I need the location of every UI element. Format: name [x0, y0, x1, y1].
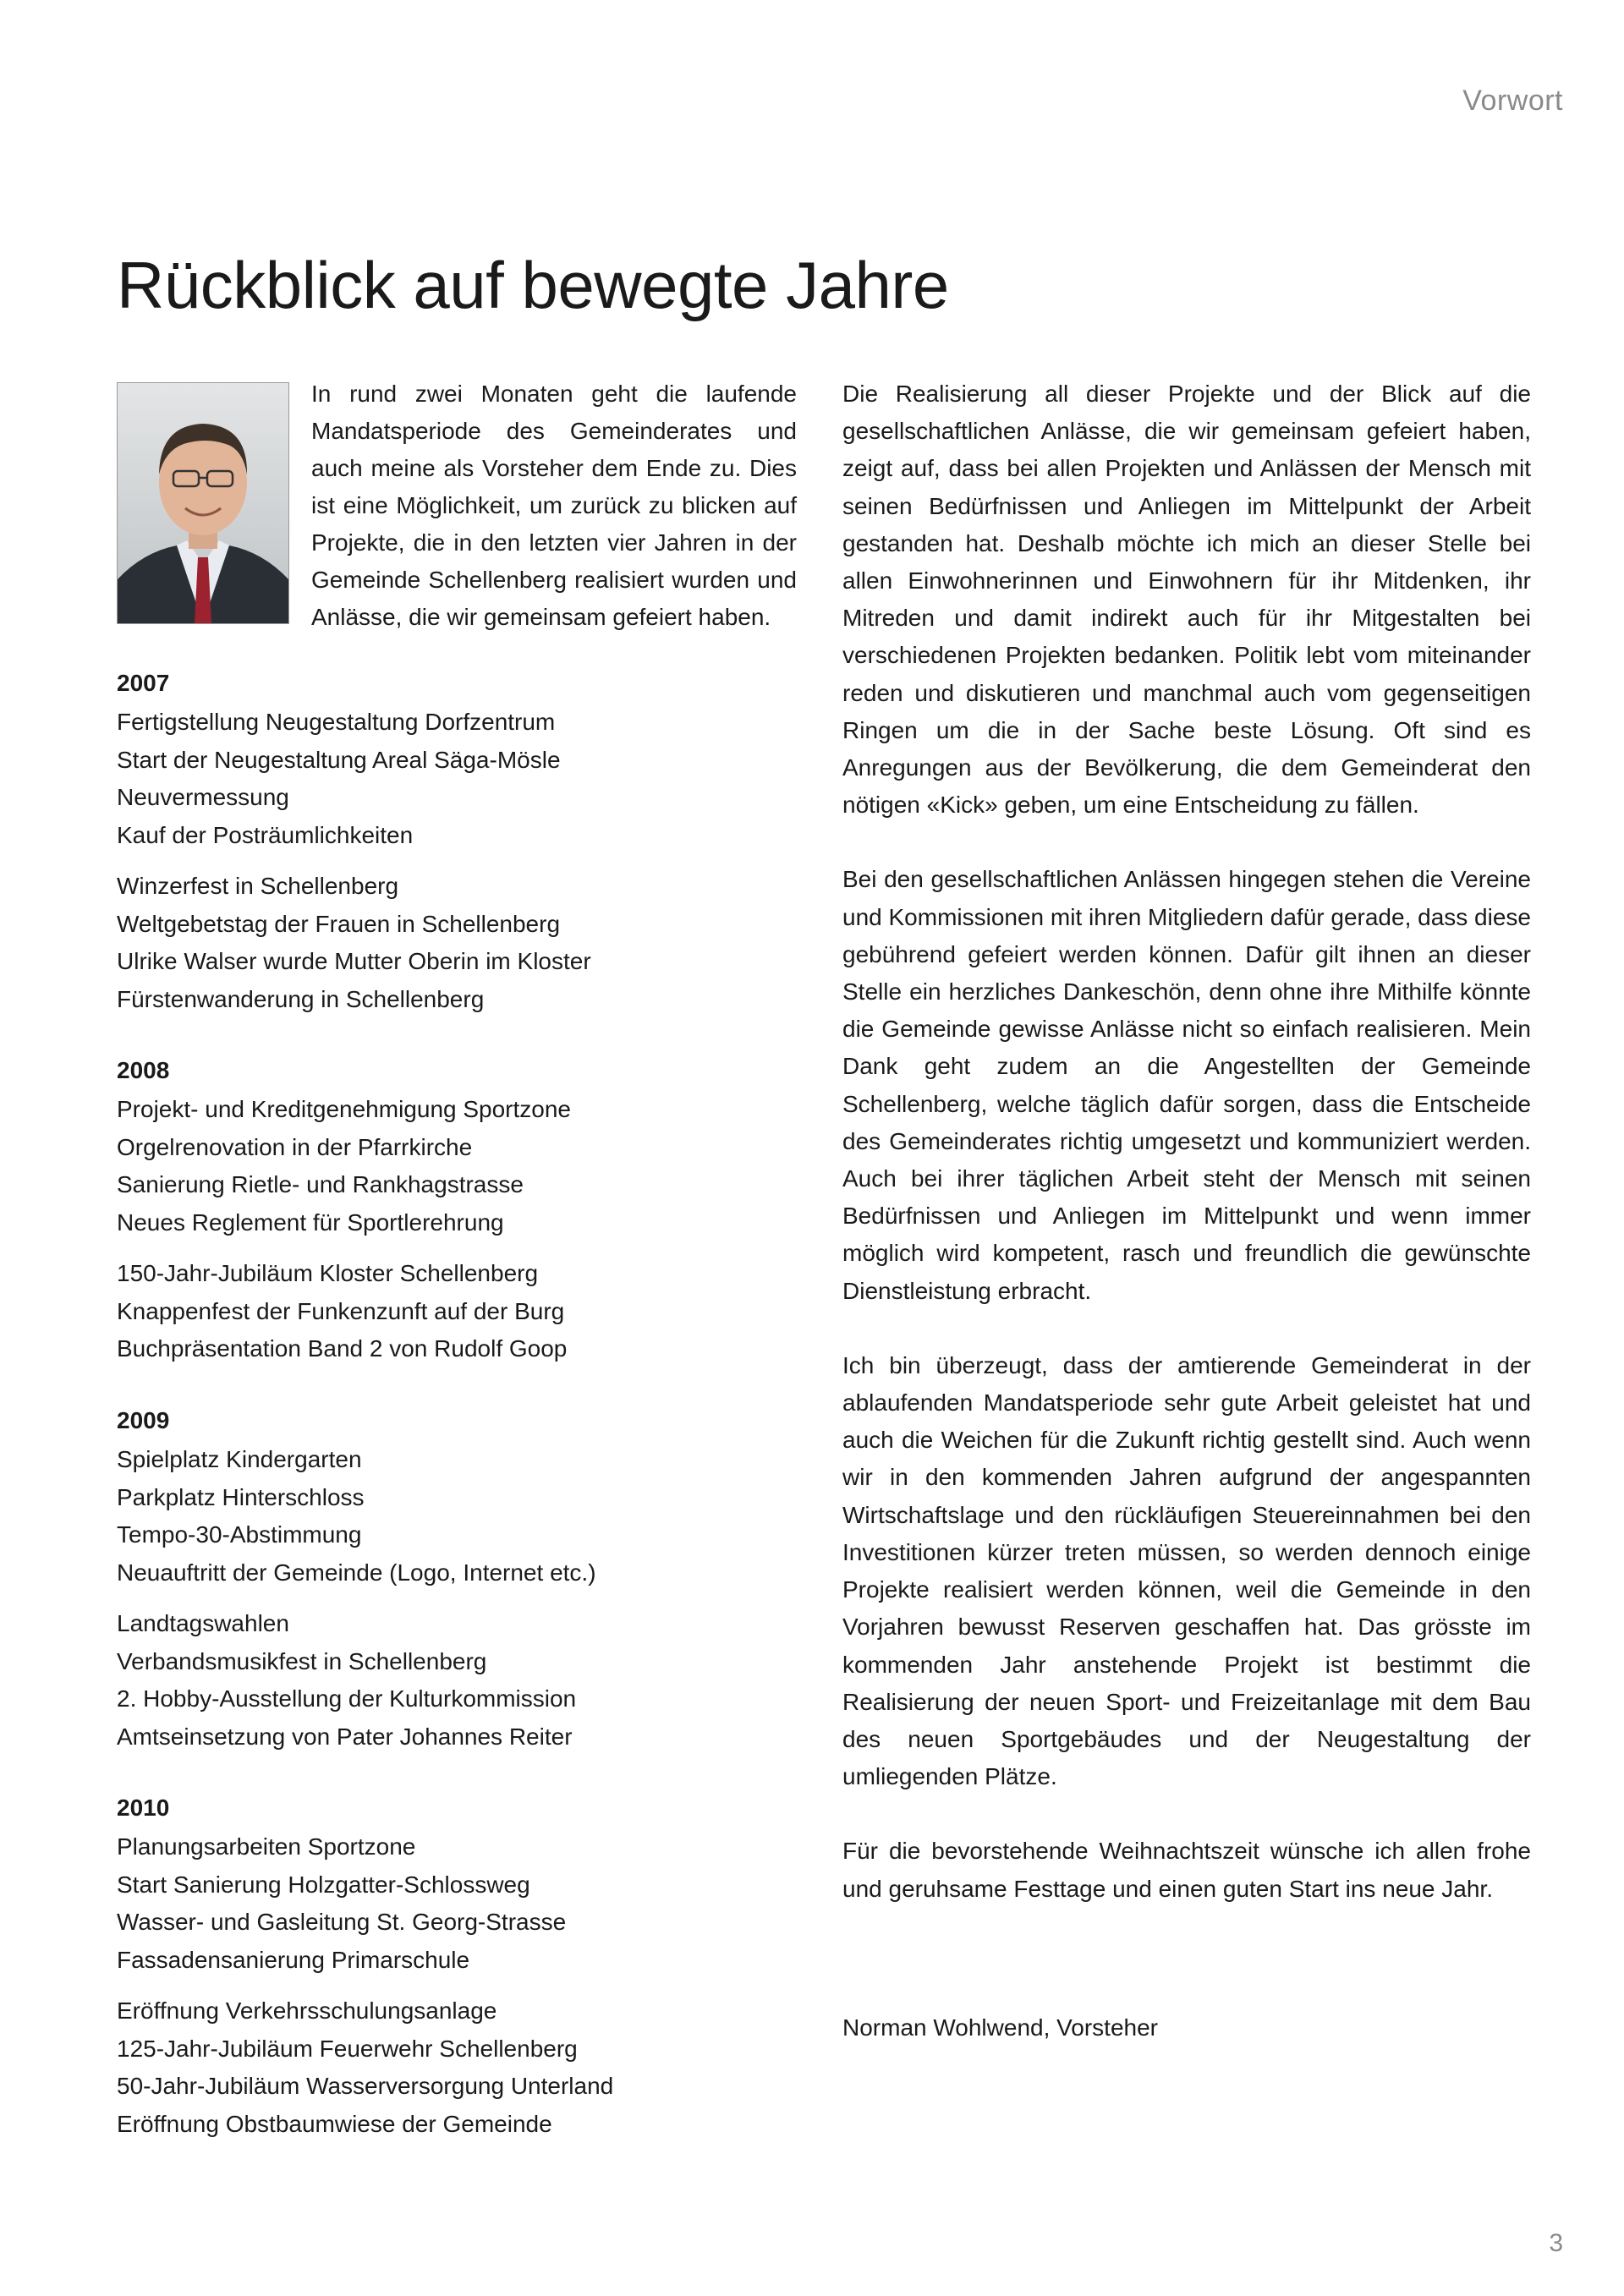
section-label: Vorwort	[1462, 85, 1563, 117]
year-heading-2008: 2008	[117, 1057, 170, 1083]
list-item: 2. Hobby-Ausstellung der Kulturkommission	[117, 1685, 577, 1712]
list-item: Fassadensanierung Primarschule	[117, 1946, 470, 1973]
year-heading-2007: 2007	[117, 670, 170, 696]
list-item: Start der Neugestaltung Areal Säga-Mösle	[117, 746, 561, 773]
list-item: Ulrike Walser wurde Mutter Oberin im Kloster	[117, 948, 591, 974]
list-item: Wasser- und Gasleitung St. Georg-Strasse	[117, 1909, 567, 1935]
list-item: 125-Jahr-Jubiläum Feuerwehr Schellenberg	[117, 2035, 578, 2062]
list-item: 50-Jahr-Jubiläum Wasserversorgung Unterland	[117, 2073, 614, 2099]
list-item: Neues Reglement für Sportlerehrung	[117, 1208, 504, 1236]
events-2008	[117, 1255, 567, 1368]
portrait-photo	[117, 382, 289, 624]
list-item: Kauf der Posträumlichkeiten	[117, 821, 414, 848]
list-item: Tempo-30-Abstimmung	[117, 1521, 362, 1548]
list-item: Eröffnung Obstbaumwiese der Gemeinde	[117, 2110, 552, 2137]
projects-2009	[117, 1441, 596, 1592]
list-item: Planungsarbeiten Sportzone	[117, 1833, 416, 1860]
list-item: Spielplatz Kindergarten	[117, 1446, 362, 1472]
list-item: Fürstenwanderung in Schellenberg	[117, 985, 485, 1012]
projects-2010	[117, 1828, 566, 1979]
body-paragraph: Die Realisierung all dieser Projekte und der Blick auf die gesellschaftlichen Anlässe, die wir gemeinsam gefeiert haben, zeigt auf, dass bei allen Projekten und Anlässen der Mensch mit seinen Bedürfnissen und Anliegen im Mittelpunkt der Arbeit gestanden hat. Deshalb möchte ich mich an dieser Stelle bei allen Einwohnerinnen und Einwohnern für ihr Mitdenken, ihr Mitreden und damit indirekt auch für ihr Mitgestalten bei verschiedenen Projekten bedanken. Politik lebt vom miteinander reden und diskutieren und manchmal auch vom gegenseitigen Ringen um die in der Sache beste Lösung. Oft sind es Anregungen aus der Bevölkerung, die dem Gemeinderat den nötigen «Kick» geben, um eine Entscheidung zu fällen.	[842, 381, 1531, 819]
projects-2008	[117, 1091, 571, 1241]
body-paragraph: Bei den gesellschaftlichen Anlässen hingegen stehen die Vereine und Kommissionen mit ihren Mitgliedern dafür gerade, dass diese gebührend gefeiert werden können. Dafür gilt ihnen an dieser Stelle ein herzliches Dankeschön, denn ohne ihre Mithilfe könnte die Gemeinde gewisse Anlässe nicht so einfach realisieren. Mein Dank geht zudem an die Angestellten der Gemeinde Schellenberg, welche täglich dafür sorgen, dass die Entscheide des Gemeinderates richtig umgesetzt und kommuniziert werden. Auch bei ihrer täglichen Arbeit steht der Mensch mit seinen Bedürfnissen und Anliegen im Mittelpunkt und wenn immer möglich wird kompetent, rasch und freundlich die gewünschte Dienstleistung erbracht.	[842, 866, 1531, 1304]
list-item: Sanierung Rietle- und Rankhagstrasse	[117, 1171, 524, 1197]
list-item: Fertigstellung Neugestaltung Dorfzentrum	[117, 709, 556, 735]
list-item: Amtseinsetzung von Pater Johannes Reiter	[117, 1723, 573, 1750]
list-item: Neuvermessung	[117, 784, 289, 810]
events-2009	[117, 1605, 576, 1756]
page-title: Rückblick auf bewegte Jahre	[117, 248, 949, 322]
list-item: Projekt- und Kreditgenehmigung Sportzone	[117, 1096, 572, 1122]
signature: Norman Wohlwend, Vorsteher	[842, 2014, 1158, 2041]
page-number: 3	[1549, 2229, 1563, 2257]
body-paragraph: Ich bin überzeugt, dass der amtierende Gemeinderat in der ablaufenden Mandatsperiode sehr gute Arbeit geleistet hat und auch die Weichen für die Zukunft richtig gestellt sind. Auch wenn wir in den kommenden Jahren aufgrund der angespannten Wirtschaftslage und den rückläufigen Steuereinnahmen bei den Investitionen kürzer treten müssen, so werden dennoch einige Projekte realisiert werden können, weil die Gemeinde in den Vorjahren bewusst Reserven geschaffen hat. Das grösste im kommenden Jahr anstehende Projekt ist bestimmt die Realisierung der neuen Sport- und Freizeitanlage mit dem Bau des neuen Sportgebäudes und der Neugestaltung der umliegenden Plätze.	[842, 1351, 1531, 1790]
list-item: Start Sanierung Holzgatter-Schlossweg	[117, 1871, 530, 1898]
body-paragraph: Für die bevorstehende Weihnachtszeit wünsche ich allen frohe und geruhsame Festtage und einen guten Start ins neue Jahr.	[842, 1838, 1531, 1902]
intro-paragraph: In rund zwei Monaten geht die laufende Mandatsperiode des Gemeinderates und auch meine als Vorsteher dem Ende zu. Dies ist eine Möglichkeit, um zurück zu blicken auf Projekte, die in den letzten vier Jahren in der Gemeinde Schellenberg realisiert wurden und Anlässe, die wir gemeinsam gefeiert haben.	[311, 381, 797, 630]
year-heading-2009: 2009	[117, 1407, 170, 1433]
list-item: Eröffnung Verkehrsschulungsanlage	[117, 1997, 497, 2024]
list-item: Orgelrenovation in der Pfarrkirche	[117, 1133, 473, 1160]
list-item: Neuauftritt der Gemeinde (Logo, Internet etc.)	[117, 1559, 596, 1586]
list-item: Winzerfest in Schellenberg	[117, 873, 399, 899]
list-item: Buchpräsentation Band 2 von Rudolf Goop	[117, 1335, 568, 1362]
events-2010	[117, 1992, 613, 2143]
list-item: 150-Jahr-Jubiläum Kloster Schellenberg	[117, 1260, 539, 1286]
list-item: Landtagswahlen	[117, 1610, 289, 1636]
list-item: Parkplatz Hinterschloss	[117, 1483, 365, 1510]
list-item: Weltgebetstag der Frauen in Schellenberg	[117, 910, 561, 937]
list-item: Knappenfest der Funkenzunft auf der Burg	[117, 1297, 565, 1324]
list-item: Verbandsmusikfest in Schellenberg	[117, 1647, 487, 1674]
events-2007	[117, 868, 591, 1018]
year-heading-2010: 2010	[117, 1795, 170, 1821]
body-text	[842, 375, 1531, 1908]
projects-2007	[117, 704, 561, 854]
